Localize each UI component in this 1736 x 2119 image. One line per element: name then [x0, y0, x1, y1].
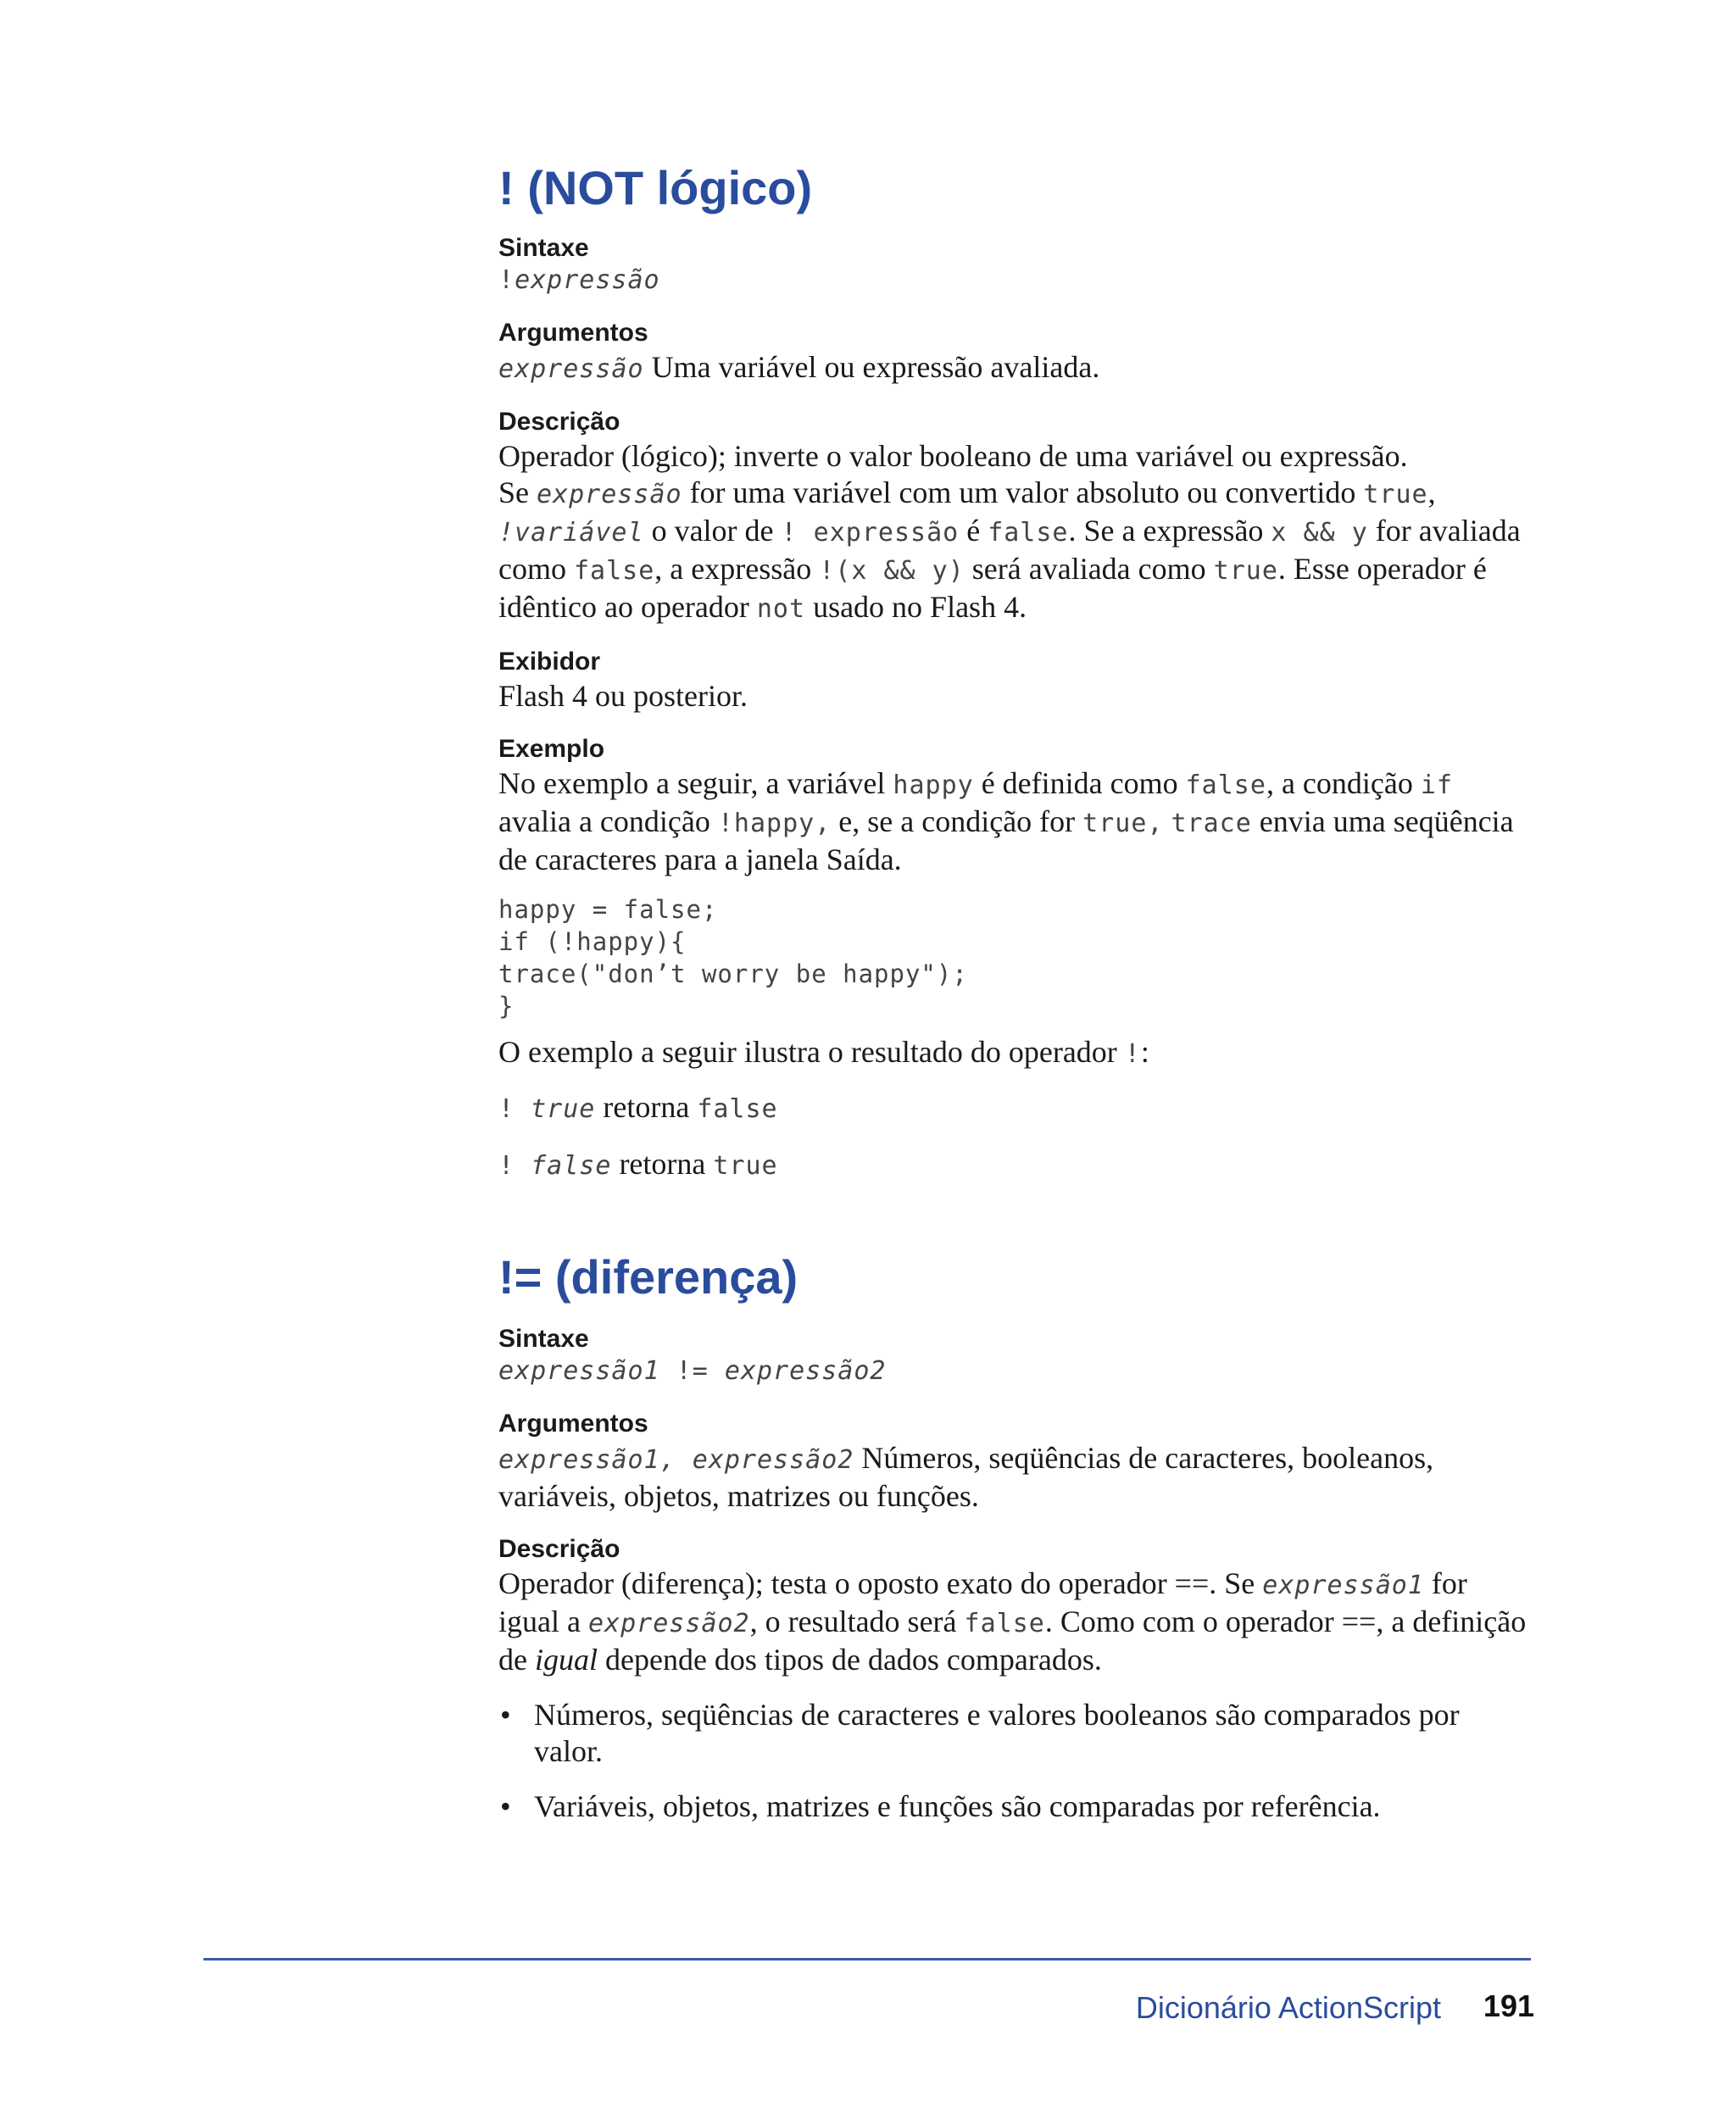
- syntax-label: Sintaxe: [498, 234, 589, 262]
- section-title-not-equal: != (diferença): [498, 1250, 798, 1304]
- list-item: • Números, seqüências de caracteres e valores booleanos são comparados por valor.: [500, 1698, 1460, 1768]
- bullet-list: [498, 1697, 1533, 1825]
- code-block: [498, 893, 1533, 1022]
- argument-names: expressão1, expressão2: [498, 1445, 854, 1475]
- arguments-label: Argumentos: [498, 1410, 648, 1438]
- argument-description: Uma variável ou expressão avaliada.: [651, 350, 1100, 384]
- argument-description: Números, seqüências de caracteres, booleanos, variáveis, objetos, matrizes ou funções.: [498, 1441, 1434, 1513]
- description-line-1: Operador (lógico); inverte o valor booleano de uma variável ou expressão.: [498, 439, 1408, 473]
- result-intro: O exemplo a seguir ilustra o resultado do operador !:: [498, 1035, 1149, 1069]
- example-paragraph: No exemplo a seguir, a variável happy é definida como false, a condição if avalia a condição !happy, e, se a condição for true, trace envia uma seqüência de caracteres para a janela Saída.: [498, 766, 1514, 876]
- code-line: }: [498, 992, 515, 1021]
- description-paragraph: Se expressão for uma variável com um valor absoluto ou convertido true, !variável o valor de ! expressão é false. Se a expressão x && y for avaliada como false, a expressão !(x && y) será avaliada como true. Esse operador é idêntico ao operador not usado no Flash 4.: [498, 476, 1521, 624]
- description-paragraph: Operador (diferença); testa o oposto exato do operador ==. Se expressão1 for igual a expressão2, o resultado será false. Como com o operador ==, a definição de igual depende dos tipos de dados comparados.: [498, 1566, 1527, 1677]
- syntax-label: Sintaxe: [498, 1325, 589, 1353]
- page-content: [498, 158, 1533, 1825]
- bullet-icon: •: [500, 1789, 511, 1823]
- argument-line: [498, 349, 1533, 387]
- player-text: Flash 4 ou posterior.: [498, 679, 748, 713]
- page-number: 191: [1483, 1988, 1534, 2023]
- syntax-line: [498, 264, 1533, 297]
- section-title-not: ! (NOT lógico): [498, 161, 813, 214]
- argument-line: [498, 1440, 1533, 1515]
- footer-rule: [203, 1958, 1531, 1960]
- bullet-icon: •: [500, 1698, 511, 1732]
- code-line: if (!happy){: [498, 927, 687, 956]
- player-label: Exibidor: [498, 648, 601, 676]
- syntax-operator: !: [498, 265, 515, 295]
- description-label: Descrição: [498, 408, 620, 436]
- example-label: Exemplo: [498, 735, 605, 763]
- syntax-line: expressão1 != expressão2: [498, 1356, 887, 1386]
- code-line: trace("don’t worry be happy");: [498, 959, 968, 988]
- syntax-argument: expressão: [515, 265, 660, 295]
- code-line: happy = false;: [498, 895, 718, 924]
- arguments-label: Argumentos: [498, 319, 648, 347]
- list-item: • Variáveis, objetos, matrizes e funções são comparadas por referência.: [500, 1789, 1381, 1823]
- result-line-1: ! true retorna false: [498, 1090, 778, 1124]
- description-label: Descrição: [498, 1535, 620, 1563]
- argument-name: expressão: [498, 354, 644, 384]
- result-line-2: ! false retorna true: [498, 1147, 778, 1181]
- footer-title: Dicionário ActionScript: [1135, 1990, 1441, 2025]
